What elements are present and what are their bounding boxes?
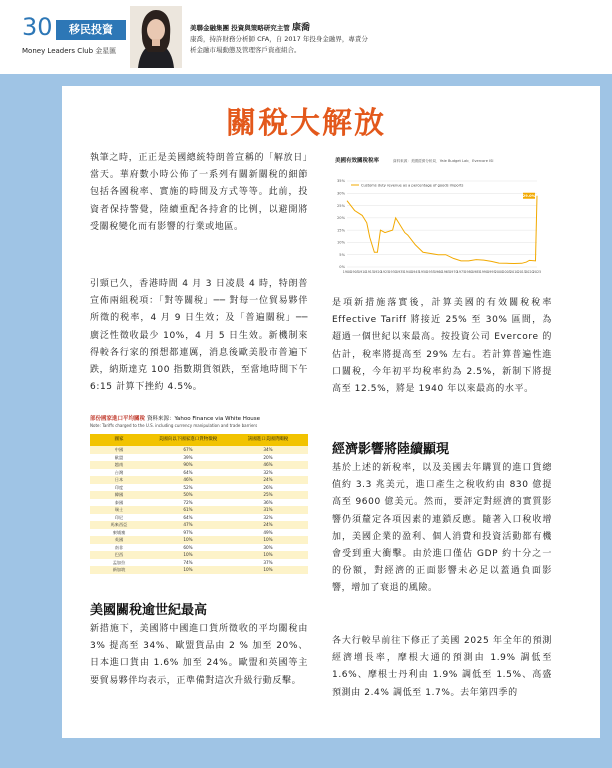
y-tick-label: 30%: [337, 191, 345, 196]
table-cell: 60%: [183, 544, 193, 550]
chart-source: 資料來源：美國經濟分析局．Yale Budget Lab．Evercore ISI: [393, 159, 494, 163]
table-cell: 67%: [183, 447, 193, 452]
x-tick-label: 1975: [456, 270, 466, 274]
table-header-cell: 該國進口美國貨關稅: [247, 437, 289, 442]
table-cell: 中國: [114, 447, 124, 452]
y-tick-label: 10%: [337, 240, 345, 245]
x-tick-label: 1915: [365, 270, 374, 274]
table-row: [90, 521, 308, 529]
x-tick-label: 1990: [479, 270, 488, 274]
table-cell: 泰國: [114, 499, 124, 505]
x-tick-label: 1960: [434, 270, 443, 274]
paragraph-intro: 執筆之時，正正是美國總統特朗普宣稱的「解放日」當天。華府數小時公佈了一系列有關新關稅的細節包括各國稅率、實施的時間及方式等等。此前，投資者保持警覺，陸續重配各持倉的比例，以避開將受關稅變化而有影響的行業或地區。: [90, 153, 308, 232]
y-tick-label: 25%: [337, 203, 345, 208]
table-cell: 74%: [183, 559, 193, 565]
table-row: [90, 469, 308, 477]
chart-title: 美國有效關稅稅率: [335, 158, 380, 164]
table-cell: 韓國: [114, 492, 124, 497]
x-tick-label: 2000: [494, 270, 504, 274]
paragraph-new-rates: 新措施下，美國將中國進口貨所徵收的平均關稅由 3% 提高至 34%、歐盟貨品由 2 % 加至 20%、日本進口貨由 1.6% 加至 24%。歐盟和英國等主要貿易夥伴均表示，正準備對這次升級行動反擊。: [90, 624, 308, 686]
table-cell: 31%: [263, 507, 273, 512]
x-tick-label: 1930: [388, 270, 397, 274]
paragraph-tax-revenue: 基於上述的新稅率，以及美國去年購買的進口貨總值約 3.3 兆美元，進口產生之稅收約由 830 億提高至 9600 億美元。然而，要評定對經濟的實質影響仍須釐定各項因素的連鎖反應。隨著入口稅收增加，美國企業的盈利、個人消費和投資活動都有機會受到重大衝擊。由於進口僅佔 GDP 約十分之一的份額，對經濟的正面影響未必足以蓋過負面影響，增加了衰退的風險。: [332, 463, 552, 594]
x-tick-label: 2015: [517, 270, 526, 274]
table-row: [90, 454, 308, 462]
table-row: [90, 514, 308, 522]
heading-economic-impact: 經濟影響將陸續顯現: [332, 442, 450, 457]
table-cell: 24%: [263, 477, 273, 482]
x-tick-label: 1910: [358, 270, 367, 274]
x-tick-label: 1935: [396, 270, 405, 274]
tariff-table: [90, 414, 308, 592]
y-tick-label: 5%: [339, 252, 345, 257]
table-title-source: 資料來源：Yahoo Finance via White House: [146, 416, 261, 422]
table-cell: 英國: [114, 537, 124, 542]
table-row: [90, 566, 308, 574]
x-tick-label: 2025: [532, 270, 542, 274]
table-cell: 10%: [263, 537, 273, 542]
table-cell: 10%: [263, 567, 273, 572]
x-tick-label: 1970: [449, 270, 458, 274]
table-cell: 64%: [183, 514, 193, 520]
table-header: [90, 434, 308, 446]
table-row: [90, 499, 308, 507]
paragraph-effective-tariff: 是項新措施落實後，計算美國的有效關稅稅率 Effective Tariff 將接近 25% 至 30% 區間，為超過一個世紀以來最高。按投資公司 Evercore 的估計，稅率將提高至 29% 左右。若計算普遍性進口關稅，今年初平均稅率約為 2.5%，新制下將提高至 12.5%，將是 1940 年以來最高的水平。: [332, 298, 552, 395]
x-tick-label: 1905: [350, 270, 359, 274]
table-cell: 36%: [263, 499, 273, 505]
tariff-rate-chart: [333, 155, 551, 283]
table-cell: 歐盟: [114, 454, 124, 460]
table-cell: 39%: [183, 454, 193, 460]
table-row: [90, 476, 308, 484]
club-name-en: Money Leaders Club: [22, 47, 94, 55]
x-tick-label: 2005: [502, 270, 511, 274]
table-cell: 越南: [114, 462, 124, 467]
x-tick-label: 1980: [464, 270, 473, 274]
table-cell: 30%: [263, 544, 273, 550]
table-cell: 10%: [183, 537, 193, 542]
chart-canvas: [333, 155, 551, 283]
heading-century-high: 美國關稅逾世紀最高: [90, 603, 208, 618]
table-body: [90, 446, 308, 574]
table-cell: 日本: [114, 477, 124, 482]
x-tick-label: 1945: [411, 270, 420, 274]
table-cell: 97%: [183, 529, 193, 535]
table-cell: 巴西: [114, 552, 124, 557]
x-tick-label: 1900: [342, 270, 352, 274]
x-tick-label: 1955: [426, 270, 435, 274]
club-name-cn: 金星匯: [95, 47, 117, 55]
club-name: [22, 46, 116, 56]
table-cell: 24%: [263, 522, 273, 527]
series-line: [347, 196, 537, 264]
table-cell: 10%: [263, 552, 273, 557]
table-header-cell: 美國向以下國家進口貨物徵稅: [158, 437, 218, 442]
article-title: 關稅大解放: [226, 106, 386, 141]
paragraph-forecasts: 各大行較早前往下修正了美國 2025 年全年的預測經濟增長率，摩根大通的預測由 1.9% 調低至 1.6%、摩根士丹利由 1.9% 調低至 1.5%、高盛預測由 2.4% 調低至 1.7%。去年第四季的: [332, 636, 552, 698]
table-cell: 印尼: [114, 514, 124, 520]
x-tick-label: 2010: [510, 270, 519, 274]
table-row: [90, 529, 308, 537]
table-cell: 32%: [263, 469, 273, 475]
table-row: [90, 544, 308, 552]
x-tick-label: 1950: [418, 270, 428, 274]
table-row: [90, 461, 308, 469]
table-cell: 南非: [114, 544, 124, 550]
table-row: [90, 536, 308, 544]
table-row: [90, 484, 308, 492]
table-cell: 柬埔寨: [112, 529, 126, 535]
table-cell: 10%: [183, 567, 193, 572]
table-cell: 印度: [114, 484, 124, 490]
table-cell: 61%: [183, 507, 193, 512]
table-header-cell: 國家: [114, 437, 124, 442]
table-cell: 49%: [263, 529, 273, 535]
section-tag: 移民投資: [56, 20, 126, 40]
end-label: 29.0%: [522, 194, 536, 199]
author-heading: [190, 20, 310, 33]
table-cell: 72%: [183, 499, 193, 505]
author-bio: 康喬，持許財務分析師 CFA，自 2017 年投身金融界，專責分析金融市場動態及管理客戶資產組合。: [190, 35, 368, 54]
table-row: [90, 446, 308, 454]
x-tick-label: 2020: [525, 270, 534, 274]
table-cell: 孟加拉: [112, 559, 126, 565]
page-number: 30: [22, 13, 53, 41]
table-row: [90, 491, 308, 499]
table-row: [90, 559, 308, 567]
author-name: 康喬: [292, 23, 311, 33]
table-cell: 20%: [263, 454, 273, 460]
y-tick-label: 20%: [337, 216, 345, 221]
table-cell: 46%: [263, 462, 273, 467]
table-cell: 馬來西亞: [110, 522, 128, 527]
y-tick-label: 15%: [337, 228, 345, 233]
legend-label: Customs duty revenue as a percentage of goods imports: [361, 183, 464, 188]
table-cell: 10%: [183, 552, 193, 557]
author-photo: [130, 6, 182, 68]
x-tick-label: 1995: [487, 270, 496, 274]
table-cell: 32%: [263, 514, 273, 520]
table-cell: 瑞士: [114, 507, 124, 512]
table-cell: 新加坡: [112, 567, 126, 572]
table-cell: 台灣: [114, 469, 124, 475]
table-cell: 64%: [183, 469, 193, 475]
table-title-main: 部份國家進口平均關稅: [90, 416, 146, 422]
table-cell: 52%: [183, 484, 193, 490]
x-tick-label: 1985: [472, 270, 481, 274]
x-tick-label: 1925: [380, 270, 390, 274]
page-header: [0, 0, 612, 74]
table-cell: 46%: [183, 477, 193, 482]
table-cell: 34%: [263, 447, 273, 452]
x-tick-label: 1940: [403, 270, 412, 274]
y-tick-label: 0%: [339, 265, 345, 270]
table-cell: 25%: [263, 492, 273, 497]
y-tick-label: 35%: [337, 179, 345, 184]
table-cell: 37%: [263, 559, 273, 565]
paragraph-announcement: 引頸已久，香港時間 4 月 3 日凌晨 4 時，特朗普宣佈兩組税項：「對等關稅」── 對每一位貿易夥伴所徵的税率，4 月 9 日生效；及「普遍關稅」── 廣泛性徵收最少 10%，4 月 5 日生效。新機制來得較各行家的預想都連厲，消息後歐美股市普遍下跌，納斯達克 100 指數期貨領跌，至當地時間下午 6:15 計算下挫約 4.5%。: [90, 279, 308, 393]
table-title: [90, 414, 260, 422]
x-tick-label: 1965: [441, 270, 450, 274]
table-row: [90, 506, 308, 514]
table-cell: 47%: [183, 522, 193, 527]
table-row: [90, 551, 308, 559]
table-cell: 26%: [263, 484, 273, 490]
table-cell: 50%: [183, 492, 193, 497]
author-title: 美聯金融集團 投資與策略研究主管: [190, 24, 290, 32]
table-cell: 90%: [183, 462, 193, 467]
x-tick-label: 1920: [373, 270, 382, 274]
table-note: Note: Tariffs charged to the U.S. including currency manipulation and trade barriers: [90, 423, 258, 428]
